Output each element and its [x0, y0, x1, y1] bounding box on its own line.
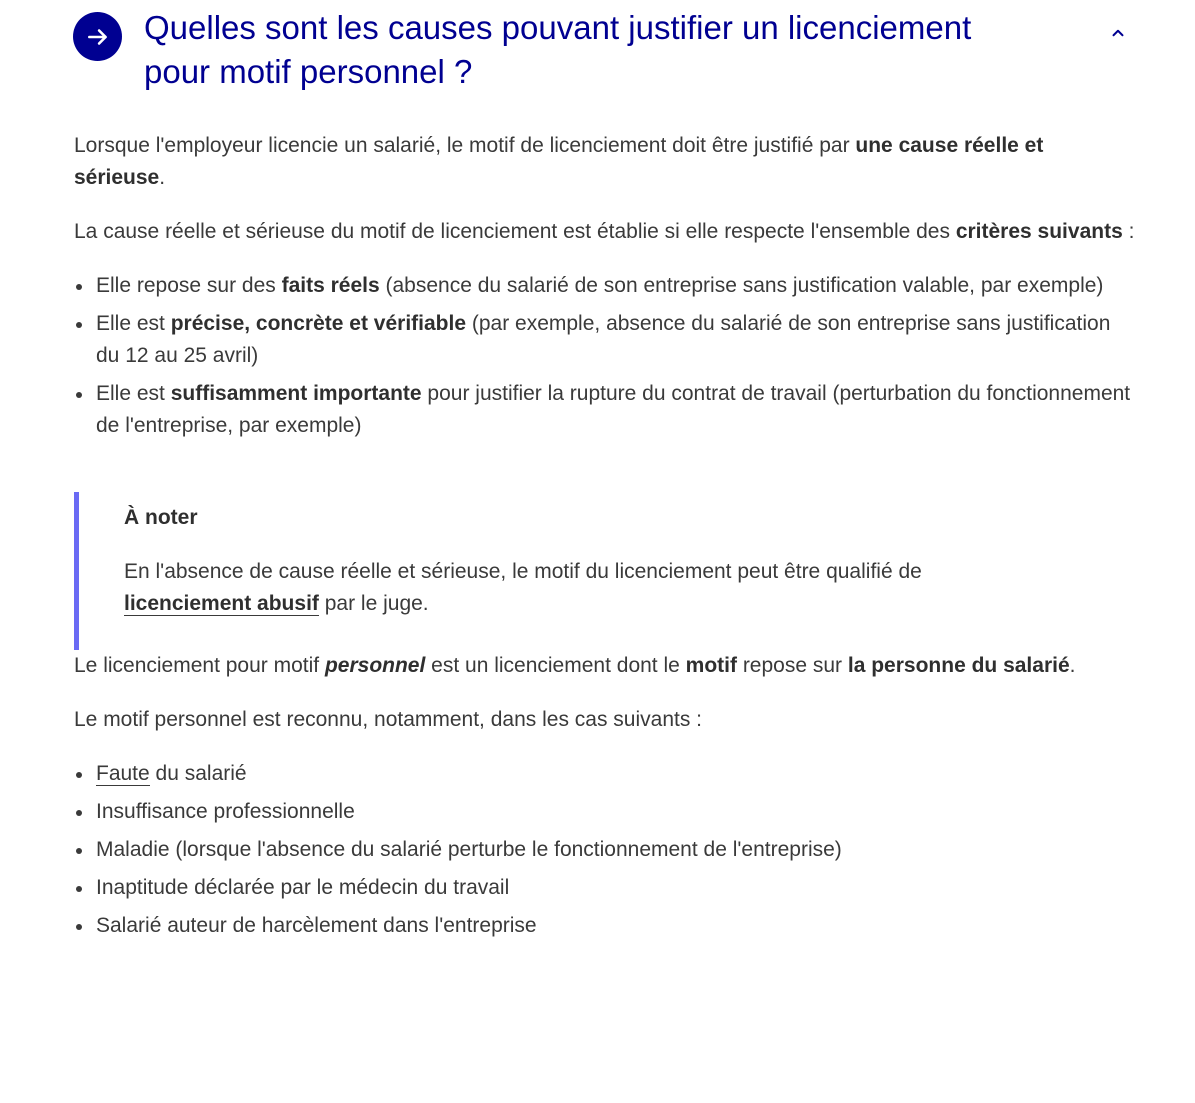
criteria-post: (par exemple, absence du salarié de son entreprise sans justification du 12 au 25 avril) [96, 312, 1111, 367]
personal-p1-b: est un licenciement dont le [425, 654, 686, 677]
list-item: Maladie (lorsque l'absence du salarié perturbe le fonctionnement de l'entreprise) [74, 834, 1139, 866]
intro-paragraph-2 [74, 216, 1139, 248]
personal-p1-end: . [1069, 654, 1076, 677]
criteria-pre: Elle est [96, 382, 171, 405]
intro-p1-end: . [159, 166, 166, 189]
arrow-right-icon [73, 12, 122, 61]
faute-rest: du salarié [149, 762, 247, 785]
criteria-pre: Elle est [96, 312, 171, 335]
intro-paragraph-1 [74, 130, 1139, 194]
intro-p1-bold: une cause réelle et sérieuse [74, 134, 1044, 189]
chevron-up-icon[interactable] [1103, 18, 1133, 48]
criteria-pre: Elle repose sur des [96, 274, 282, 297]
list-item [74, 308, 1139, 372]
criteria-list [74, 270, 1139, 442]
list-item: Salarié auteur de harcèlement dans l'entreprise [74, 910, 1139, 942]
list-item: Insuffisance professionnelle [74, 796, 1139, 828]
personal-paragraph-2: Le motif personnel est reconnu, notamment, dans les cas suivants : [74, 708, 703, 731]
licenciement-abusif-link[interactable]: licenciement abusif [124, 592, 319, 615]
personal-p1-italic: personnel [324, 654, 426, 677]
note-text [124, 556, 1024, 620]
cases-list [74, 758, 1139, 942]
intro-p2-end: : [1122, 220, 1135, 243]
criteria-post: pour justifier la rupture du contrat de travail (perturbation du fonctionnement de l'entreprise, par exemple) [96, 382, 1131, 437]
personal-p1-a: Le licenciement pour motif [74, 654, 325, 677]
personal-paragraph-1 [74, 650, 1139, 682]
intro-p2-text: La cause réelle et sérieuse du motif de licenciement est établie si elle respecte l'ensemble des [74, 220, 956, 243]
list-item [74, 270, 1139, 302]
note-title: À noter [124, 506, 198, 529]
accordion-content [74, 130, 1139, 948]
intro-p1-text: Lorsque l'employeur licencie un salarié, le motif de licenciement doit être justifié par [74, 134, 856, 157]
criteria-post: (absence du salarié de son entreprise sans justification valable, par exemple) [379, 274, 1104, 297]
criteria-bold: précise, concrète et vérifiable [170, 312, 467, 335]
criteria-bold: faits réels [281, 274, 380, 297]
accordion-header[interactable] [73, 6, 1135, 106]
personal-p1-c: repose sur [736, 654, 848, 677]
criteria-bold: suffisamment importante [170, 382, 422, 405]
personal-p1-bold2: la personne du salarié [847, 654, 1070, 677]
accordion-title[interactable]: Quelles sont les causes pouvant justifier un licenciement pour motif personnel ? [144, 9, 972, 90]
list-item: Inaptitude déclarée par le médecin du travail [74, 872, 1139, 904]
list-item [74, 378, 1139, 442]
intro-p2-bold: critères suivants [955, 220, 1123, 243]
list-item [74, 758, 1139, 790]
personal-p1-bold1: motif [685, 654, 737, 677]
note-callout [74, 492, 1024, 650]
note-text-pre: En l'absence de cause réelle et sérieuse, le motif du licenciement peut être qualifié de [124, 560, 922, 583]
faute-link[interactable]: Faute [96, 762, 150, 785]
note-text-post: par le juge. [318, 592, 429, 615]
